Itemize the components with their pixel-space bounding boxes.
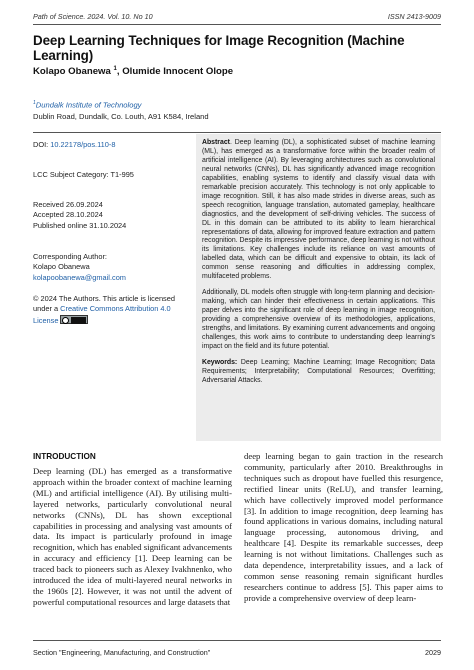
corresponding-label: Corresponding Author: (33, 252, 107, 261)
keywords-label: Keywords: (202, 358, 238, 366)
header-rule (33, 24, 441, 25)
intro-column-right: deep learning began to gain traction in the research community, particularly after 2010. Breakthroughs in techniques such as dropout have fuelled this resurgence, rectified linear units (ReLU), and transfer learning, which have collectively improved model performance [3]. In addition to image recognition, deep learning has found applications in various domains, including natural language processing, autonomous driving, and healthcare [4]. Despite its remarkable successes, deep learning is not without limitations. Challenges such as data dependence, interpretability issues, and a lack of common sense reasoning remain significant hurdles researchers continue to address [5]. This paper aims to provide a comprehensive overview of deep learn- (244, 451, 443, 603)
received-date: Received 26.09.2024 (33, 200, 103, 209)
doi-label: DOI: (33, 140, 49, 149)
abstract-box (196, 134, 441, 441)
journal-citation: Path of Science. 2024. Vol. 10. No 10 (33, 12, 153, 21)
institution-link[interactable]: Dundalk Institute of Technology (35, 100, 142, 110)
copyright-line: © 2024 The Authors. This article is licensed (33, 294, 175, 303)
doi-link[interactable]: 10.22178/pos.110-8 (50, 140, 116, 149)
license-link[interactable]: Creative Commons Attribution 4.0 License (33, 304, 171, 325)
footer-rule (33, 640, 441, 641)
corresponding-author-block (33, 252, 193, 283)
footer-section: Section "Engineering, Manufacturing, and Construction" (33, 648, 211, 657)
author-1-affil-mark: 1 (113, 66, 117, 72)
abstract-label: Abstract (202, 139, 230, 146)
abstract-paragraph-1: Abstract. Deep learning (DL), a sophisticated subset of machine learning (ML), has emerged as a transformative force within the broader realm of artificial intelligence (AI). By leveraging architectures such as convolutional neural networks (CNNs), DL has significantly advanced image recognition capabilities, enabling systems to identify and classify visual data with remarkable precision accurately. This technology is not only applicable to image recognition. Still, it has also made strides in diverse areas, such as speech recognition, language translation, automated gameplay, healthcare diagnostics, and the development of self-driving vehicles. The success of DL in this domain can be attributed to its ability to learn hierarchical representations of data, allowing for improved feature extraction and pattern recognition. Despite its impressive performance, deep learning is not without its limitations. Key challenges include its reliance on vast amounts of labelled data, which can be difficult and expensive to obtain, its lack of common sense reasoning and difficulties in addressing complex, multifaceted problems. (202, 139, 435, 281)
author-2: Olumide Innocent Olope (122, 66, 234, 78)
keywords-paragraph (202, 359, 435, 386)
lcc-category: LCC Subject Category: T1-995 (33, 170, 134, 179)
paper-title: Deep Learning Techniques for Image Recognition (Machine Learning) (33, 33, 405, 63)
running-head (33, 12, 441, 24)
author-1: Kolapo Obanewa (33, 66, 111, 78)
affiliation-block (33, 98, 209, 122)
introduction-heading: INTRODUCTION (33, 452, 96, 461)
abstract-text-1: Deep learning (DL), a sophisticated subset of machine learning (ML), has emerged as a transformative force within the broader realm of artificial intelligence (AI). By leveraging architectures such as convolutional neural networks (CNNs), DL has significantly advanced image recognition capabilities, enabling systems to identify and classify visual data with remarkable precision accurately. This technology is not only applicable to image recognition. Still, it has also made strides in diverse areas, such as speech recognition, language translation, automated gameplay, healthcare diagnostics, and the development of self-driving vehicles. The success of DL in this domain can be attributed to its ability to learn hierarchical representations of data, allowing for improved feature extraction and pattern recognition. Despite its impressive performance, deep learning is not without its limitations. Key challenges include its reliance on vast amounts of labelled data, which can be difficult and expensive to obtain, its lack of common sense reasoning and difficulties in addressing complex, multifaceted problems. (202, 139, 435, 281)
author-list: Kolapo Obanewa $^1$, Olumide Innocent Olope (33, 66, 234, 78)
license-prefix: under a (33, 304, 59, 314)
license-block (33, 294, 193, 326)
published-date: Published online 31.10.2024 (33, 220, 127, 230)
corresponding-email-link[interactable]: kolapoobanewa@gmail.com (33, 272, 126, 282)
abstract-paragraph-2: Additionally, DL models often struggle with long-term planning and decision-making, which can hinder their effectiveness in certain applications. This paper delves into the significant role of deep learning in image recognition, providing a comprehensive overview of its methodologies, applications, strengths, and limitations. By examining current advancements and ongoing challenges, this work aims to contribute to understanding deep learning's impact on the field and its future potential. (202, 289, 435, 350)
accepted-date: Accepted 28.10.2024 (33, 210, 103, 220)
corresponding-name: Kolapo Obanewa (33, 262, 90, 272)
dates-block (33, 200, 193, 231)
section-rule (33, 132, 441, 133)
doi-line (33, 140, 193, 150)
issn-label: ISSN 2413-9009 (387, 12, 441, 21)
cc-by-badge-icon[interactable] (60, 315, 88, 324)
page-footer (33, 648, 441, 660)
keywords-text: Deep Learning; Machine Learning; Image Recognition; Data Requirements; Interpretability; Computational Resources; Overfitting; Adversarial Attacks. (202, 358, 435, 384)
intro-column-left: Deep learning (DL) has emerged as a transformative approach within the broader context of machine learning (ML) and artificial intelligence (AI). By utilising multi-layered networks, particularly convolutional neural networks (CNNs), DL has shown exceptional capabilities in processing and analysing vast amounts of data. Its impact is particularly profound in image recognition, which has enabled significant advancements in accuracy and efficiency [1]. Deep learning can be traced back to pioneers such as Alexey Ivakhnenko, who introduced the idea of multi-layered neural networks in the 1960s [2]. However, it was not until the advent of powerful computational resources and large datasets that (33, 466, 232, 607)
affiliation-mark: 1 (33, 100, 36, 106)
institution-address: Dublin Road, Dundalk, Co. Louth, A91 K584, Ireland (33, 111, 209, 121)
page-number: 2029 (425, 648, 441, 657)
